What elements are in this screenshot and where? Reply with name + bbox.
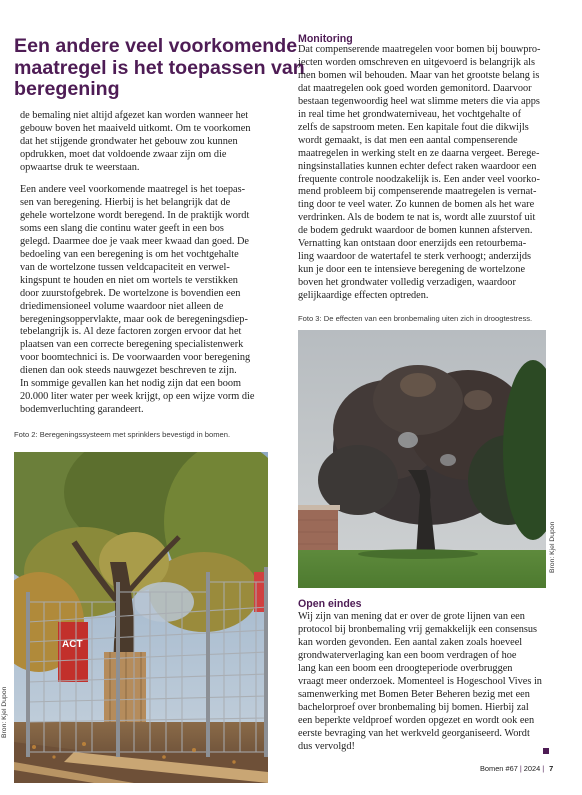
text-line: boven het grondwater volledig verzadigen, waardoor: [298, 277, 516, 289]
text-line: gelegd. Daarmee doe je vaak meer kwaad dan goed. De: [20, 235, 249, 247]
text-line: gehele wortelzone wordt beregend. In de praktijk wordt: [20, 209, 250, 221]
footer-year: 2024: [523, 764, 541, 773]
monitoring-paragraph: [298, 44, 556, 303]
text-line: mend probleem bij compenserende maatregelen is vernat-: [298, 186, 537, 198]
photo-2-credit: Bron: Kjel Dupon: [1, 686, 8, 738]
text-line: bodemverluchting garandeert.: [20, 404, 144, 416]
text-line: opwaartse druk te weerstaan.: [20, 161, 140, 173]
text-line: van de wortelzone tussen veldcapaciteit en verwel-: [20, 261, 230, 273]
text-line: tebelangrijk is. Al deze factoren zorgen ervoor dat het: [20, 326, 242, 338]
text-line: zelfs de sapstroom meten. Een kapitale fout die dikwijls: [298, 121, 529, 133]
text-line: door zuurstofgebrek. De wortelzone is bovendien een: [20, 287, 241, 299]
photo-3-drought-tree: [298, 330, 546, 588]
photo-2-sprinkler-trees: [14, 452, 268, 783]
text-line: 20.000 liter water per week krijgt, op een wijze vorm die: [20, 391, 255, 403]
open-eindes-paragraph: [298, 611, 556, 753]
text-line: plaatsen van een correcte beregening specialistenwerk: [20, 339, 244, 351]
text-line: ningsinstallaties kunnen echter defect raken waardoor een: [298, 160, 537, 172]
text-line: soms een slang die continu water geeft in een bos: [20, 222, 224, 234]
photo-3-credit: Bron: Kjel Dupon: [549, 521, 556, 573]
text-line: kingspunt te houden en niet om wortels te verstikken: [20, 274, 238, 286]
text-line: dienen dan ook steeds nauwgezet beschreven te zijn.: [20, 365, 237, 377]
text-line: Dat compenserende maatregelen voor bomen bij bouwpro-: [298, 44, 541, 55]
page-footer: [480, 764, 553, 773]
text-line: lang kan een boom een droogteperiode overbruggen: [298, 662, 513, 674]
text-line: bestaan tegenwoordig heel wat slimme meters die via apps: [298, 95, 540, 107]
text-line: ting door te veel water. Zo kunnen de bomen als het ware: [298, 199, 535, 211]
end-of-article-square-icon: [543, 748, 549, 754]
text-line: Wij zijn van mening dat er over de grote lijnen van een: [298, 611, 525, 622]
text-line: bedoeling van een beregening is om het vochtgehalte: [20, 248, 239, 260]
text-line: bachelorproef over bronbemaling bij bomen. Hierbij zal: [298, 701, 529, 713]
text-line: samenwerking met Bomen Beter Beheren bezig met een: [298, 688, 530, 700]
text-line: ling waardoor de watertafel te sterk verhoogt; anderzijds: [298, 251, 532, 263]
text-line: eerste bevraging van het werkveld georganiseerd. Wordt: [298, 727, 530, 739]
text-line: men bomen wil behouden. Maar van het grootste belang is: [298, 69, 540, 81]
footer-separator: |: [542, 764, 545, 773]
text-line: de bemaling niet altijd afgezet kan worden wanneer het: [20, 110, 249, 121]
text-line: grondwaterverlaging kan een boom verdragen of hoe: [298, 649, 517, 661]
text-line: jecten worden omschreven en uitgevoerd is belangrijk als: [298, 56, 536, 68]
title-line: maatregel is het toepassen van: [14, 56, 305, 79]
text-line: In sommige gevallen kan het nodig zijn dat een boom: [20, 378, 242, 390]
text-line: dat het stijgende grondwater het gebouw zou kunnen: [20, 135, 238, 147]
open-eindes-heading: Open eindes: [298, 598, 362, 610]
text-line: beregeningsoppervlakte, maar ook de beregeningsdiep-: [20, 313, 248, 325]
footer-separator: |: [519, 764, 522, 773]
article-title: [14, 35, 305, 101]
title-line: beregening: [14, 78, 120, 100]
text-line: een beperkte veldproef worden opgezet en wordt ook een: [298, 714, 535, 726]
photo-3-caption: Foto 3: De effecten van een bronbemaling uiten zich in droogtestress.: [298, 314, 533, 323]
monitoring-heading: Monitoring: [298, 33, 353, 45]
title-line: Een andere veel voorkomende: [14, 35, 298, 57]
text-line: sen van beregening. Hierbij is het belangrijk dat de: [20, 196, 231, 208]
text-line: Vernatting kan ontstaan door enerzijds een retourbema-: [298, 238, 527, 250]
left-paragraph-2: [20, 184, 272, 417]
text-line: maatregelen in werking stelt en ze daarna vergeet. Berege-: [298, 147, 540, 159]
text-line: driedimensioneel volume waardoor niet alleen de: [20, 300, 224, 312]
text-line: dus vervolgd!: [298, 740, 355, 752]
text-line: gebouw boven het maaiveld uitkomt. Om te voorkomen: [20, 122, 251, 134]
photo-2-caption: Foto 2: Beregeningssysteem met sprinklers bevestigd in bomen.: [14, 430, 231, 439]
text-line: vraagt meer onderzoek. Momenteel is Hogeschool Vives in: [298, 675, 542, 687]
text-line: protocol bij bronbemaling vrij gemakkelijk een consensus: [298, 623, 538, 635]
page-number: 7: [549, 764, 554, 773]
text-line: wordt gemaakt, is dat men een aantal compenserende: [298, 134, 518, 146]
footer-magazine: Bomen #67: [480, 764, 518, 773]
left-paragraph-1: [20, 110, 272, 175]
text-line: in real time het grondwaterniveau, het vochtgehalte of: [298, 108, 522, 120]
text-line: opdrukken, moet dat voldoende zwaar zijn om die: [20, 148, 227, 160]
text-line: kun je door een te intensieve beregening de wortelzone: [298, 264, 526, 276]
text-line: frequente controle noodzakelijk is. Een ander veel voorko-: [298, 173, 540, 185]
text-line: de bodem gedrukt waardoor de bomen kunnen afsterven.: [298, 225, 533, 237]
text-line: dat maatregelen ook goed worden gemonitord. Daarvoor: [298, 82, 532, 94]
text-line: Een andere veel voorkomende maatregel is het toepas-: [20, 184, 246, 195]
sign-text: ACT: [62, 639, 83, 650]
text-line: verdrinken. Als de bodem te nat is, wordt alle zuurstof uit: [298, 212, 536, 224]
text-line: gelijkaardige effecten optreden.: [298, 290, 429, 302]
text-line: kan worden gevonden. Een aantal zaken zoals hoeveel: [298, 636, 523, 648]
text-line: voor boomtechnici is. De voorwaarden voor beregening: [20, 352, 251, 364]
